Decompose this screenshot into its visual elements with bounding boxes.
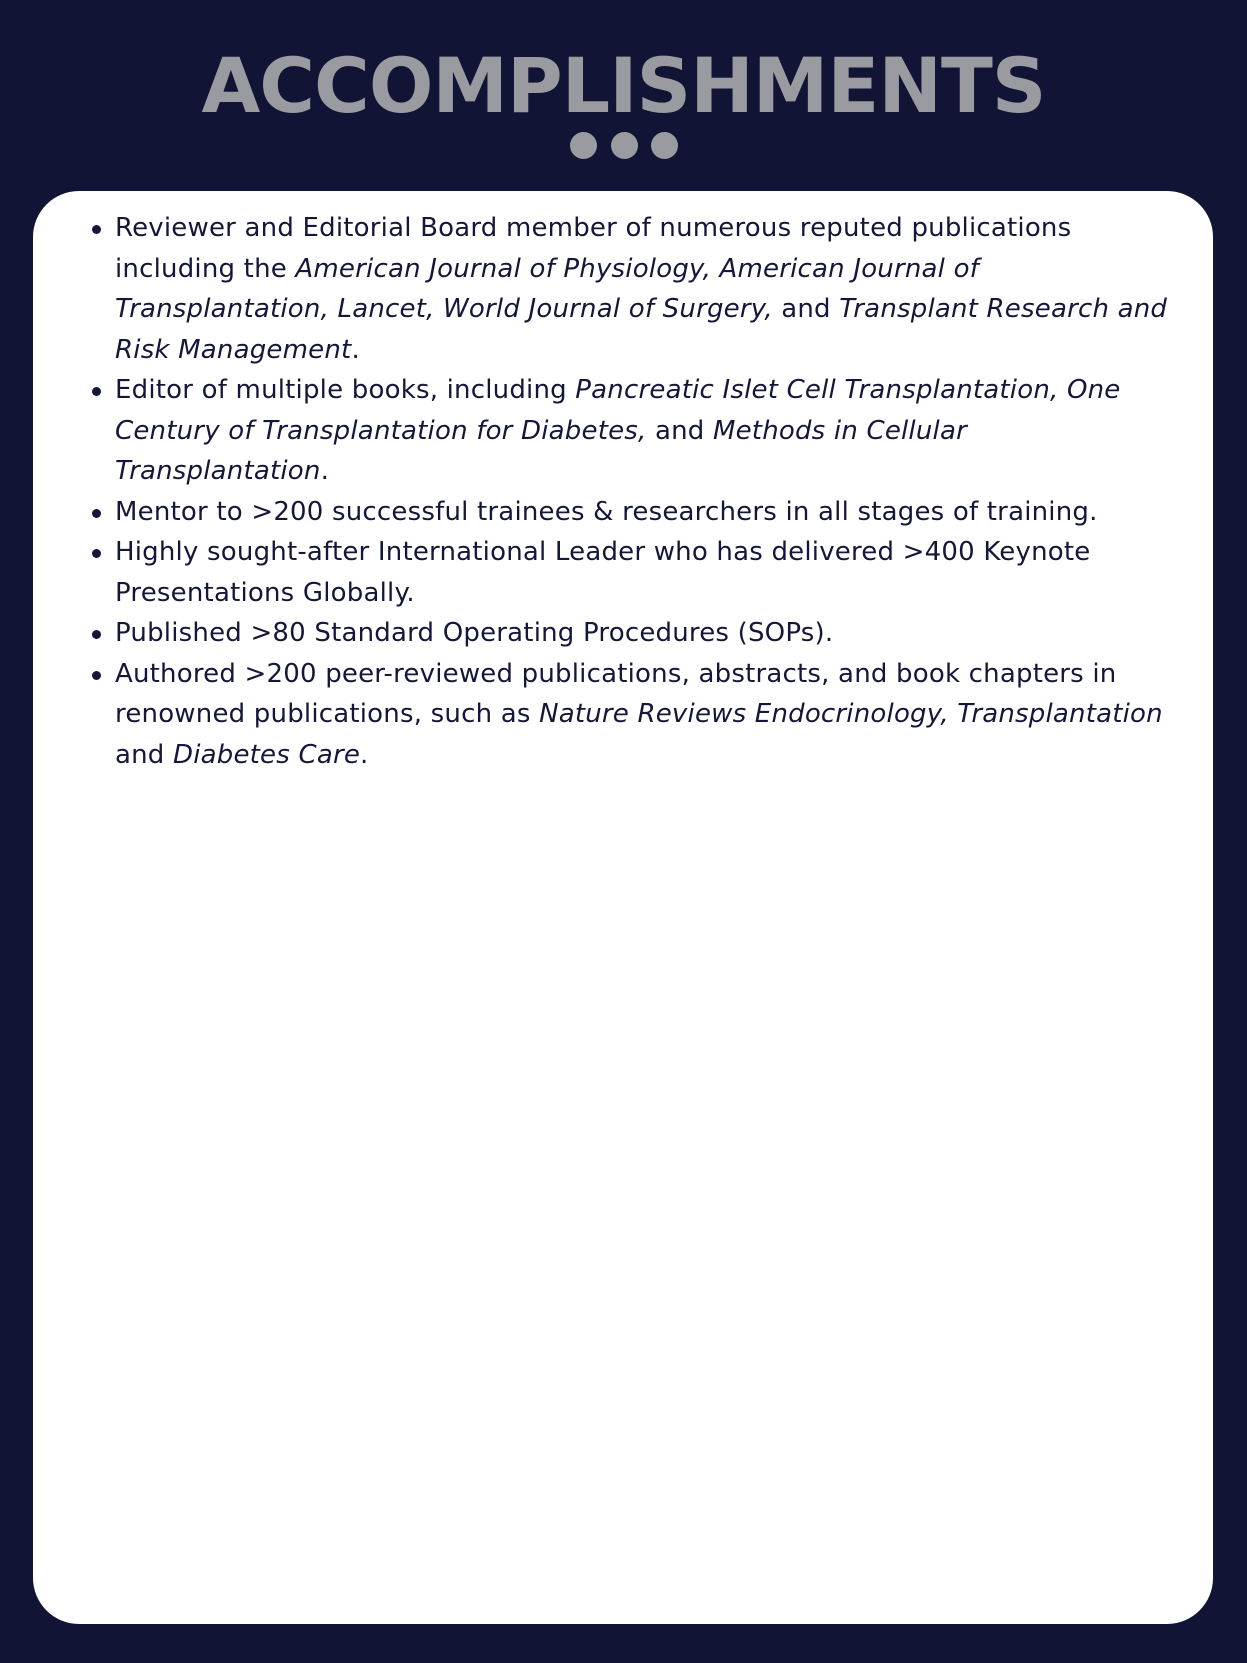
dot-icon [570, 132, 597, 159]
list-item: Editor of multiple books, including Pancreatic Islet Cell Transplantation, One Century of Transplantation for Diabetes, and Methods in Cellular Transplantation. [59, 370, 1187, 492]
dot-icon [651, 132, 678, 159]
page-title: ACCOMPLISHMENTS [201, 41, 1046, 130]
list-item: Published >80 Standard Operating Procedures (SOPs). [59, 613, 1187, 654]
content-card [33, 191, 1213, 1624]
list-item: Highly sought-after International Leader who has delivered >400 Keynote Presentations Globally. [59, 532, 1187, 613]
list-item: Reviewer and Editorial Board member of numerous reputed publications including the American Journal of Physiology, American Journal of Transplantation, Lancet, World Journal of Surgery, and Transplant Research and Risk Management. [59, 208, 1187, 370]
decorative-dots [570, 132, 678, 160]
list-item: Authored >200 peer-reviewed publications, abstracts, and book chapters in renowned publications, such as Nature Reviews Endocrinology, Transplantation and Diabetes Care. [59, 654, 1187, 776]
dot-icon [611, 132, 638, 159]
accomplishment-list [59, 208, 1187, 775]
list-item: Mentor to >200 successful trainees & researchers in all stages of training. [59, 492, 1187, 533]
